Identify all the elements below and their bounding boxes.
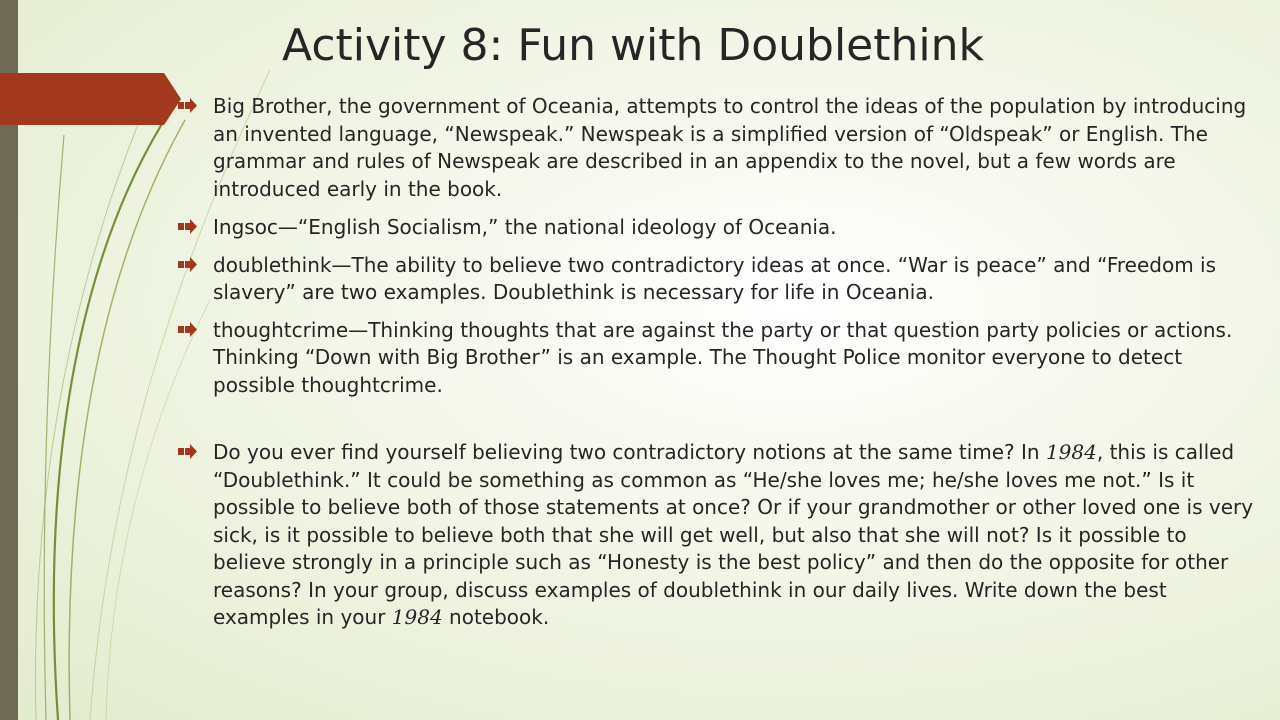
bullet-text: thoughtcrime—Thinking thoughts that are against the party or that question party policies or actions. Thinking “Down with Big Brother” is an example. The Thought Police monitor everyone to detect possible thoughtcrime.: [213, 317, 1233, 397]
slide-title: Activity 8: Fun with Doublethink: [282, 20, 984, 71]
bullet-doublethink: [175, 252, 1265, 307]
bullet-text: Big Brother, the government of Oceania, attempts to control the ideas of the population by introducing an invented language, “Newspeak.” Newspeak is a simplified version of “Oldspeak” or English. The grammar and rules of Newspeak are described in an appendix to the novel, but a few words are introduced early in the book.: [213, 94, 1247, 201]
book-title: 1984: [391, 605, 443, 629]
bullet-newspeak: [175, 93, 1265, 203]
arrow-bullet-icon: [178, 322, 197, 337]
bullet-ingsoc: [175, 214, 1265, 242]
bullet-text: doublethink—The ability to believe two contradictory ideas at once. “War is peace” and “Freedom is slavery” are two examples. Doublethink is necessary for life in Oceania.: [213, 252, 1217, 304]
bullet-list: [175, 93, 1265, 632]
arrow-bullet-icon: [178, 257, 197, 272]
bullet-text: Ingsoc—“English Socialism,” the national ideology of Oceania.: [213, 215, 837, 239]
title-accent-bar: [0, 73, 164, 125]
arrow-bullet-icon: [178, 98, 197, 113]
book-title: 1984: [1045, 440, 1097, 464]
bullet-discussion-prompt: [175, 439, 1265, 632]
bullet-text: notebook.: [442, 605, 550, 629]
arrow-bullet-icon: [178, 444, 197, 459]
bullet-text: Do you ever find yourself believing two contradictory notions at the same time? In: [213, 440, 1046, 464]
arrow-bullet-icon: [178, 219, 197, 234]
bullet-thoughtcrime: [175, 317, 1265, 400]
bullet-text: , this is called “Doublethink.” It could be something as common as “He/she loves me; he/she loves me not.” Is it possible to believe both of those statements at once? Or if your grandmother or other loved one is very sick, is it possible to believe both that she will get well, but also that she will not? Is it possible to believe strongly in a principle such as “Honesty is the best policy” and then do the opposite for other reasons? In your group, discuss examples of doublethink in our daily lives. Write down the best examples in your: [213, 440, 1254, 629]
